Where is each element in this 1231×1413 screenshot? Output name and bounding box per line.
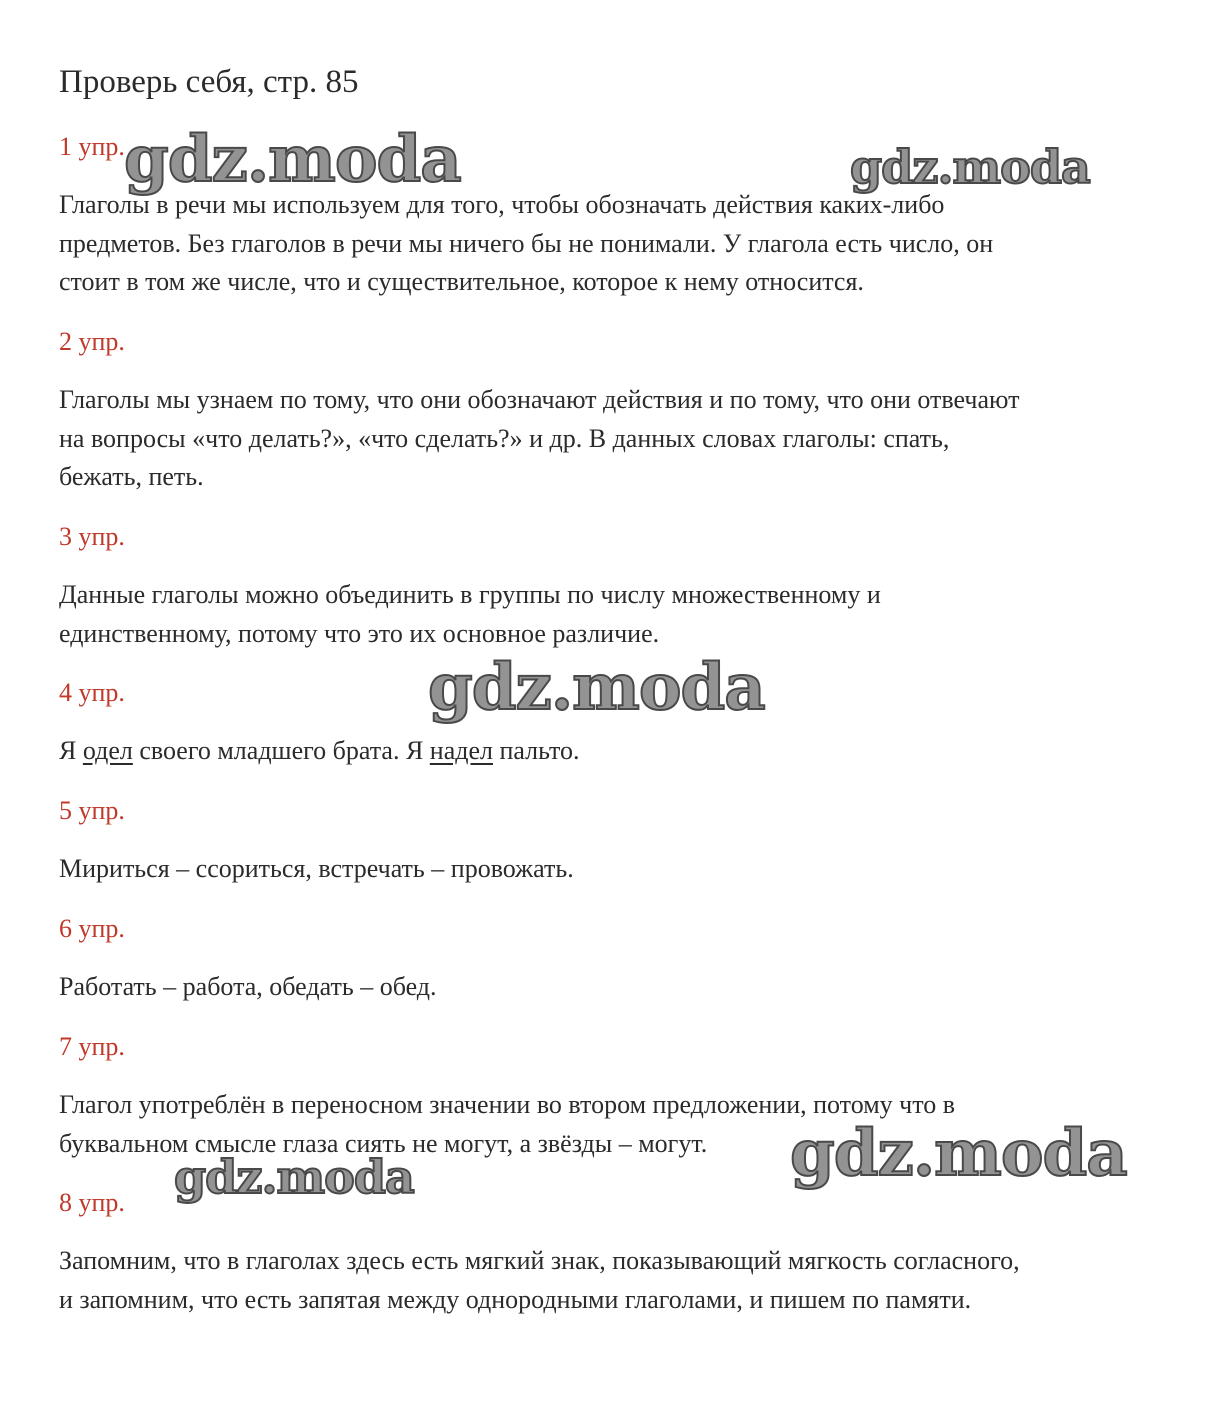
- exercise-2-heading: 2 упр.: [59, 327, 125, 356]
- exercise-8-heading: 8 упр.: [59, 1188, 125, 1217]
- text-segment: Я: [59, 736, 83, 765]
- exercise-5-heading: 5 упр.: [59, 796, 125, 825]
- exercise-7-heading: 7 упр.: [59, 1032, 125, 1061]
- text-line: стоит в том же числе, что и существительное, которое к нему относится.: [59, 267, 864, 296]
- text-line: на вопросы «что делать?», «что сделать?» и др. В данных словах глаголы: спать,: [59, 423, 950, 453]
- text-line: единственному, потому что это их основное различие.: [59, 618, 660, 648]
- text-line: Глагол употреблён в переносном значении во втором предложении, потому что в: [59, 1090, 956, 1119]
- watermark-logo: gdz.moda: [850, 140, 1090, 194]
- text-line: Запомним, что в глаголах здесь есть мягкий знак, показывающий мягкость согласного,: [59, 1246, 1020, 1275]
- exercise-3-heading: 3 упр.: [59, 522, 125, 551]
- text-line: буквальном смысле глаза сиять не могут, а звёзды – могут.: [59, 1128, 708, 1158]
- exercise-4-heading: 4 упр.: [59, 678, 125, 707]
- underlined-word: одел: [82, 736, 133, 765]
- underlined-word: надел: [429, 736, 493, 765]
- text-segment: своего младшего брата. Я: [132, 736, 430, 765]
- exercise-7-text: [59, 1086, 1169, 1163]
- exercise-2-text: [59, 381, 1169, 497]
- text-segment: пальто.: [493, 736, 580, 765]
- watermark-logo: gdz.moda: [124, 122, 461, 197]
- page-title: Проверь себя, стр. 85: [59, 64, 359, 100]
- watermark-logo: gdz.moda: [428, 650, 765, 725]
- exercise-4-text: [59, 732, 1169, 771]
- text-line: Мириться – ссориться, встречать – провожать.: [59, 854, 574, 883]
- watermark-logo: gdz.moda: [790, 1116, 1127, 1191]
- text-line: Глаголы в речи мы используем для того, чтобы обозначать действия каких-либо: [59, 190, 945, 219]
- exercise-8-text: [59, 1242, 1169, 1319]
- text-line: Работать – работа, обедать – обед.: [59, 972, 437, 1001]
- exercise-6-text: [59, 968, 1169, 1007]
- text-line: предметов. Без глаголов в речи мы ничего бы не понимали. У глагола есть число, он: [59, 228, 994, 258]
- exercise-5-text: [59, 850, 1169, 889]
- exercise-6-heading: 6 упр.: [59, 914, 125, 943]
- text-line: Глаголы мы узнаем по тому, что они обозначают действия и по тому, что они отвечают: [59, 385, 1020, 414]
- watermark-logo: gdz.moda: [174, 1150, 414, 1204]
- exercise-3-text: [59, 576, 1169, 653]
- text-line: Данные глаголы можно объединить в группы по числу множественному и: [59, 580, 881, 609]
- text-line: и запомним, что есть запятая между однородными глаголами, и пишем по памяти.: [59, 1284, 972, 1314]
- text-line: бежать, петь.: [59, 462, 204, 491]
- exercise-1-text: [59, 186, 1169, 302]
- exercise-1-heading: 1 упр.: [59, 132, 125, 161]
- text-line: [59, 732, 1169, 771]
